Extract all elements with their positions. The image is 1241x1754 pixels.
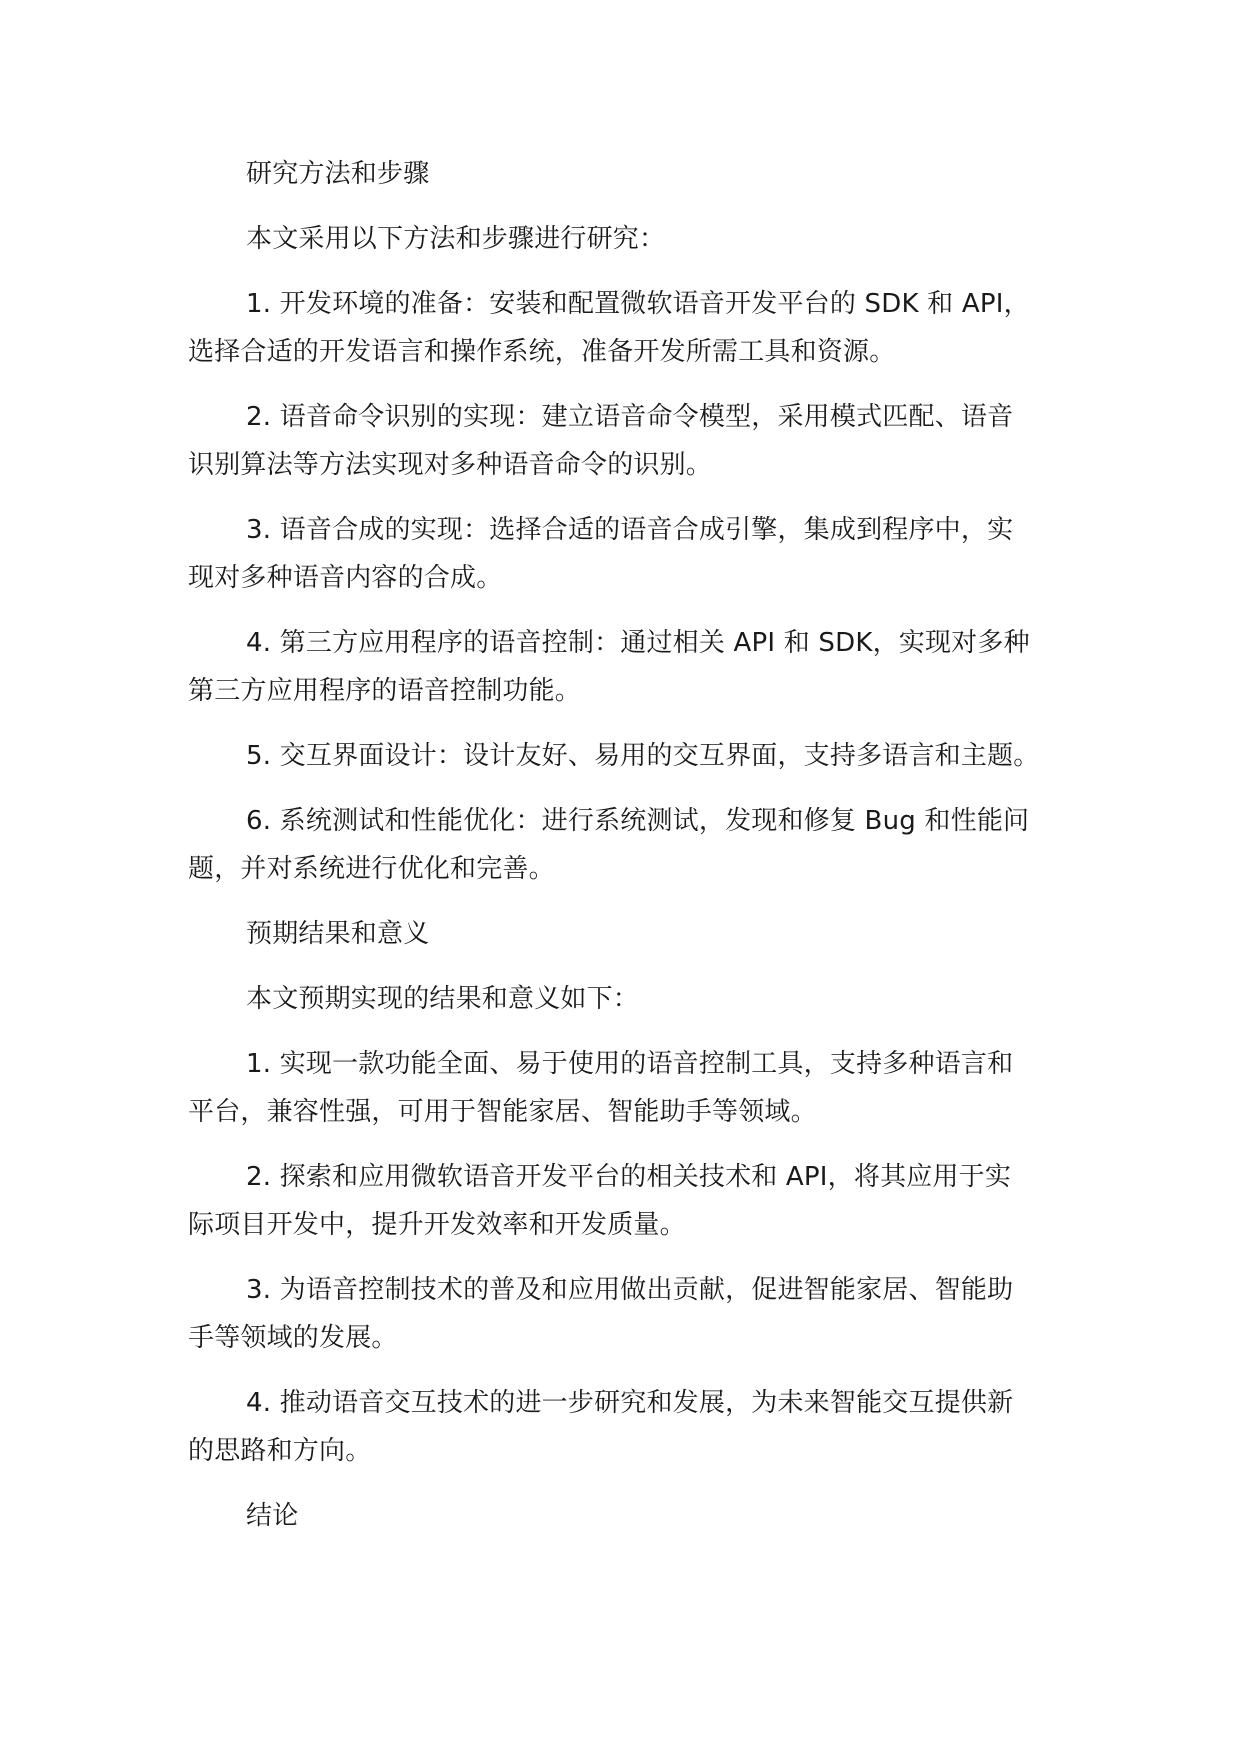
list-item-line: 1. 实现一款功能全面、易于使用的语音控制工具，支持多种语言和: [246, 1049, 1014, 1079]
list-item: [188, 1040, 1068, 1136]
list-item-line: 际项目开发中，提升开发效率和开发质量。: [188, 1210, 686, 1240]
list-item: [188, 619, 1068, 715]
list-item-line: 选择合适的开发语言和操作系统，准备开发所需工具和资源。: [188, 337, 896, 367]
list-item-line: 6. 系统测试和性能优化：进行系统测试，发现和修复 Bug 和性能问: [246, 806, 1030, 836]
list-item-line: 3. 语音合成的实现：选择合适的语音合成引擎，集成到程序中，实: [246, 515, 1014, 545]
list-item-line: 3. 为语音控制技术的普及和应用做出贡献，促进智能家居、智能助: [246, 1275, 1014, 1305]
list-item-line: 2. 语音命令识别的实现：建立语音命令模型，采用模式匹配、语音: [246, 402, 1014, 432]
list-item: [188, 1266, 1068, 1362]
section-intro-methods: 本文采用以下方法和步骤进行研究：: [246, 224, 666, 254]
section-intro-results: 本文预期实现的结果和意义如下：: [246, 984, 640, 1014]
list-item-line: 平台，兼容性强，可用于智能家居、智能助手等领域。: [188, 1097, 817, 1127]
list-item: [188, 506, 1068, 602]
list-item: [188, 732, 1068, 780]
document-body: [188, 150, 1068, 1557]
list-item: [188, 393, 1068, 489]
list-item-line: 题，并对系统进行优化和完善。: [188, 854, 555, 884]
list-item-line: 识别算法等方法实现对多种语音命令的识别。: [188, 450, 713, 480]
list-item-line: 4. 第三方应用程序的语音控制：通过相关 API 和 SDK，实现对多种: [246, 628, 1030, 658]
section-heading-results: 预期结果和意义: [246, 919, 430, 949]
list-item: [188, 1153, 1068, 1249]
list-item-line: 2. 探索和应用微软语音开发平台的相关技术和 API，将其应用于实: [246, 1162, 1012, 1192]
list-item: [188, 1379, 1068, 1475]
list-item: [188, 280, 1068, 376]
list-item-line: 第三方应用程序的语音控制功能。: [188, 676, 582, 706]
section-heading-conclusion: 结论: [246, 1501, 299, 1531]
list-item-line: 4. 推动语音交互技术的进一步研究和发展，为未来智能交互提供新: [246, 1388, 1014, 1418]
list-item-line: 手等领域的发展。: [188, 1323, 398, 1353]
list-item-line: 现对多种语音内容的合成。: [188, 563, 503, 593]
section-heading-methods: 研究方法和步骤: [246, 159, 430, 189]
list-item: [188, 797, 1068, 893]
list-item-line: 1. 开发环境的准备：安装和配置微软语音开发平台的 SDK 和 API，: [246, 289, 1030, 319]
list-item-line: 5. 交互界面设计：设计友好、易用的交互界面，支持多语言和主题。: [246, 741, 1040, 771]
list-item-line: 的思路和方向。: [188, 1436, 372, 1466]
